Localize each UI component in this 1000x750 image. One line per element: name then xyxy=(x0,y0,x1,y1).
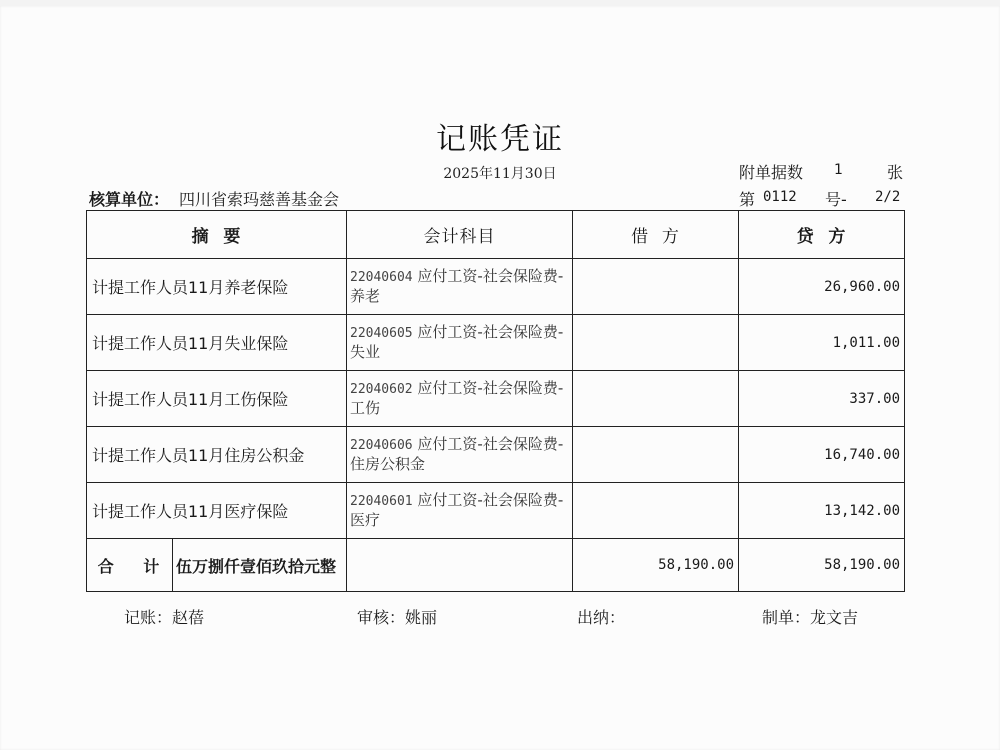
accounting-unit-name: 四川省索玛慈善基金会 xyxy=(179,190,340,209)
voucher-number-suffix: 号- xyxy=(825,190,847,209)
row-credit: 1,011.00 xyxy=(739,315,905,371)
row-debit xyxy=(573,483,739,539)
table-row xyxy=(87,483,905,539)
row-summary: 计提工作人员11月养老保险 xyxy=(87,259,347,315)
total-cell xyxy=(87,539,347,592)
total-amount-in-words: 伍万捌仟壹佰玖拾元整 xyxy=(176,556,337,576)
total-credit: 58,190.00 xyxy=(739,539,905,592)
table-row xyxy=(87,259,905,315)
attachment-count xyxy=(739,160,904,183)
account-name: 应付工资-社会保险费-医疗 xyxy=(350,491,564,529)
row-credit: 26,960.00 xyxy=(739,259,905,315)
bookkeeper-label: 记账： xyxy=(124,608,173,627)
row-credit: 13,142.00 xyxy=(739,483,905,539)
attachment-label: 附单据数 xyxy=(739,163,804,182)
cashier-label: 出纳： xyxy=(577,608,626,627)
voucher-title: 记账凭证 xyxy=(436,122,564,157)
accounting-unit xyxy=(89,187,339,210)
reviewer-name: 姚丽 xyxy=(405,608,438,627)
account-name: 应付工资-社会保险费-住房公积金 xyxy=(350,435,564,473)
account-code: 22040602 xyxy=(350,382,413,397)
attachment-unit: 张 xyxy=(887,163,904,182)
bookkeeper xyxy=(124,605,204,628)
total-row xyxy=(87,539,905,592)
row-credit: 16,740.00 xyxy=(739,427,905,483)
header-summary: 摘 要 xyxy=(87,211,347,259)
voucher-number xyxy=(739,187,904,209)
reviewer-label: 审核： xyxy=(357,608,406,627)
preparer-name: 龙文吉 xyxy=(810,608,859,627)
account-code: 22040605 xyxy=(350,326,413,341)
row-account xyxy=(347,483,573,539)
row-account xyxy=(347,371,573,427)
attachment-count-value: 1 xyxy=(834,162,843,178)
row-credit: 337.00 xyxy=(739,371,905,427)
voucher-table xyxy=(86,210,905,592)
row-debit xyxy=(573,315,739,371)
row-summary: 计提工作人员11月工伤保险 xyxy=(87,371,347,427)
voucher-number-prefix: 第 xyxy=(739,190,756,209)
row-account xyxy=(347,259,573,315)
accounting-unit-label: 核算单位： xyxy=(89,190,170,209)
account-name: 应付工资-社会保险费-工伤 xyxy=(350,379,564,417)
table-row xyxy=(87,315,905,371)
reviewer xyxy=(357,605,437,628)
bookkeeper-name: 赵蓓 xyxy=(172,608,205,627)
row-account xyxy=(347,427,573,483)
account-code: 22040601 xyxy=(350,494,413,509)
account-name: 应付工资-社会保险费-养老 xyxy=(350,267,564,305)
row-debit xyxy=(573,371,739,427)
account-code: 22040604 xyxy=(350,270,413,285)
account-name: 应付工资-社会保险费-失业 xyxy=(350,323,564,361)
table-header-row xyxy=(87,211,905,259)
row-debit xyxy=(573,427,739,483)
total-label: 合 计 xyxy=(87,539,173,591)
row-summary: 计提工作人员11月医疗保险 xyxy=(87,483,347,539)
header-credit: 贷 方 xyxy=(739,211,905,259)
cashier xyxy=(577,605,625,628)
preparer xyxy=(762,605,858,628)
total-account-cell xyxy=(347,539,573,592)
table-row xyxy=(87,371,905,427)
voucher-page: 2/2 xyxy=(875,189,901,205)
row-summary: 计提工作人员11月失业保险 xyxy=(87,315,347,371)
voucher-number-value: 0112 xyxy=(763,189,797,205)
account-code: 22040606 xyxy=(350,438,413,453)
row-account xyxy=(347,315,573,371)
row-debit xyxy=(573,259,739,315)
header-account: 会计科目 xyxy=(347,211,573,259)
row-summary: 计提工作人员11月住房公积金 xyxy=(87,427,347,483)
voucher-date: 2025年11月30日 xyxy=(443,166,557,182)
total-debit: 58,190.00 xyxy=(573,539,739,592)
table-row xyxy=(87,427,905,483)
header-debit: 借 方 xyxy=(573,211,739,259)
preparer-label: 制单： xyxy=(762,608,811,627)
voucher-page xyxy=(0,6,1000,750)
